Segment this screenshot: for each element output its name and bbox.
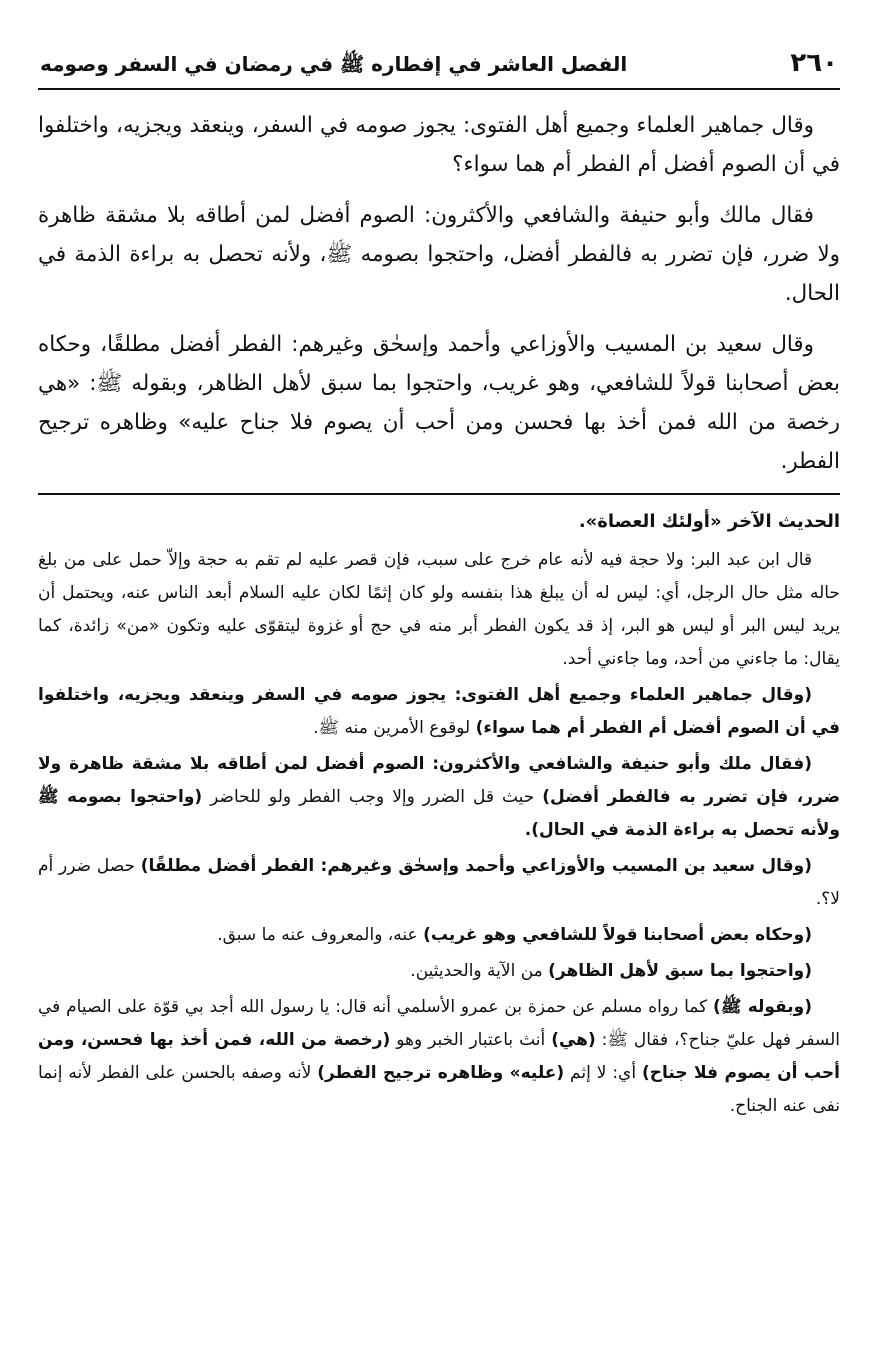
explanation-text: عنه، والمعروف عنه ما سبق. [217, 925, 424, 945]
book-page [38, 48, 840, 1126]
page-number: ٢٦٠ [790, 48, 838, 78]
page-header [38, 48, 840, 90]
main-paragraph-3: وقال سعيد بن المسيب والأوزاعي وأحمد وإسحٰق وغيرهم: الفطر أفضل مطلقًا، وحكاه بعض أصحابنا قولاً للشافعي، وهو غريب، واحتجوا بما سبق لأهل الظاهر، وبقوله ﷺ: «هي رخصة من الله فمن أخذ بها فحسن ومن أحب أن يصوم فلا جناح عليه» وظاهره ترجيح الفطر. [38, 332, 840, 474]
quoted-text: (واحتجوا بصومه ﷺ ولأنه تحصل به براءة الذمة في الحال). [38, 787, 840, 840]
main-paragraph-1: وقال جماهير العلماء وجميع أهل الفتوى: يجوز صومه في السفر، وينعقد ويجزيه، واختلفوا في أن الصوم أفضل أم الفطر أم هما سواء؟ [38, 113, 840, 177]
quoted-text: (وقال جماهير العلماء وجميع أهل الفتوى: يجوز صومه في السفر وينعقد ويجزيه، واختلفوا في أن الصوم أفضل أم الفطر أم هما سواء) [38, 685, 840, 738]
commentary-section [38, 505, 840, 1123]
main-paragraph-2: فقال مالك وأبو حنيفة والشافعي والأكثرون: الصوم أفضل لمن أطاقه بلا مشقة ظاهرة ولا ضرر، فإن تضرر به فالفطر أفضل، واحتجوا بصومه ﷺ، ولأنه تحصل به براءة الذمة في الحال. [38, 203, 840, 306]
explanation-text: أي: لا إثم [564, 1063, 642, 1083]
explanation-text: حصل ضرر أم لا؟. [38, 856, 840, 909]
section-divider [38, 493, 840, 495]
quoted-text: (هي) [551, 1030, 596, 1050]
chapter-title: الفصل العاشر في إفطاره ﷺ في رمضان في السفر وصومه [40, 52, 628, 76]
commentary-paragraph-7 [38, 991, 840, 1123]
quoted-text: (وبقوله ﷺ) [713, 997, 813, 1017]
commentary-heading: الحديث الآخر «أولئك العصاة». [578, 511, 840, 532]
main-text [38, 106, 840, 481]
quoted-text: (واحتجوا بما سبق لأهل الظاهر) [548, 961, 812, 981]
explanation-text: أنث باعتبار الخبر وهو [390, 1030, 552, 1050]
quoted-text: (وقال سعيد بن المسيب والأوزاعي وأحمد وإسحٰق وغيرهم: الفطر أفضل مطلقًا) [140, 856, 812, 876]
explanation-text: لأنه وصفه بالحسن على الفطر لأنه إنما نفى عنه الجناح. [38, 1063, 840, 1116]
quoted-text: (عليه» وظاهره ترجيح الفطر) [317, 1063, 565, 1083]
commentary-paragraph-2 [38, 679, 840, 745]
commentary-paragraph-6 [38, 955, 840, 988]
explanation-text: لوقوع الأمرين منه ﷺ. [313, 718, 476, 738]
commentary-paragraph-4 [38, 850, 840, 916]
quoted-text: (فقال ملك وأبو حنيفة والشافعي والأكثرون: الصوم أفضل لمن أطاقه بلا مشقة ظاهرة ولا ضرر، فإن تضرر به فالفطر أفضل) [38, 754, 841, 807]
commentary-paragraph-1: قال ابن عبد البر: ولا حجة فيه لأنه عام خرج على سبب، فإن قصر عليه لم تقم به حجة وإلاّ حمل على من بلغ حاله مثل حال الرجل، أي: ليس له أن يبلغ هذا بنفسه ولو كان إثمًا لكان عليه السلام أبعد الناس عنه، ويحتمل أن يريد ليس البر أو ليس هو البر، إذ قد يكون الفطر أبر منه في حج أو غزوة ليتقوّى عليه وتكون «من» زائدة، كما يقال: ما جاءني من أحد، وما جاءني أحد. [38, 550, 840, 669]
explanation-text: من الآية والحديثين. [410, 961, 549, 981]
explanation-text: كما رواه مسلم عن حمزة بن عمرو الأسلمي أنه قال: يا رسول الله أجد بي قوّة على الصيام في السفر فهل عليّ جناح؟، فقال ﷺ: [38, 997, 840, 1050]
explanation-text: حيث قل الضرر وإلا وجب الفطر ولو للحاضر [202, 787, 543, 807]
quoted-text: (وحكاه بعض أصحابنا قولاً للشافعي وهو غريب) [423, 925, 812, 945]
quoted-text: (رخصة من الله، فمن أخذ بها فحسن، ومن أحب أن يصوم فلا جناح) [38, 1030, 840, 1083]
commentary-paragraph-3 [38, 748, 840, 847]
commentary-paragraph-5 [38, 919, 840, 952]
